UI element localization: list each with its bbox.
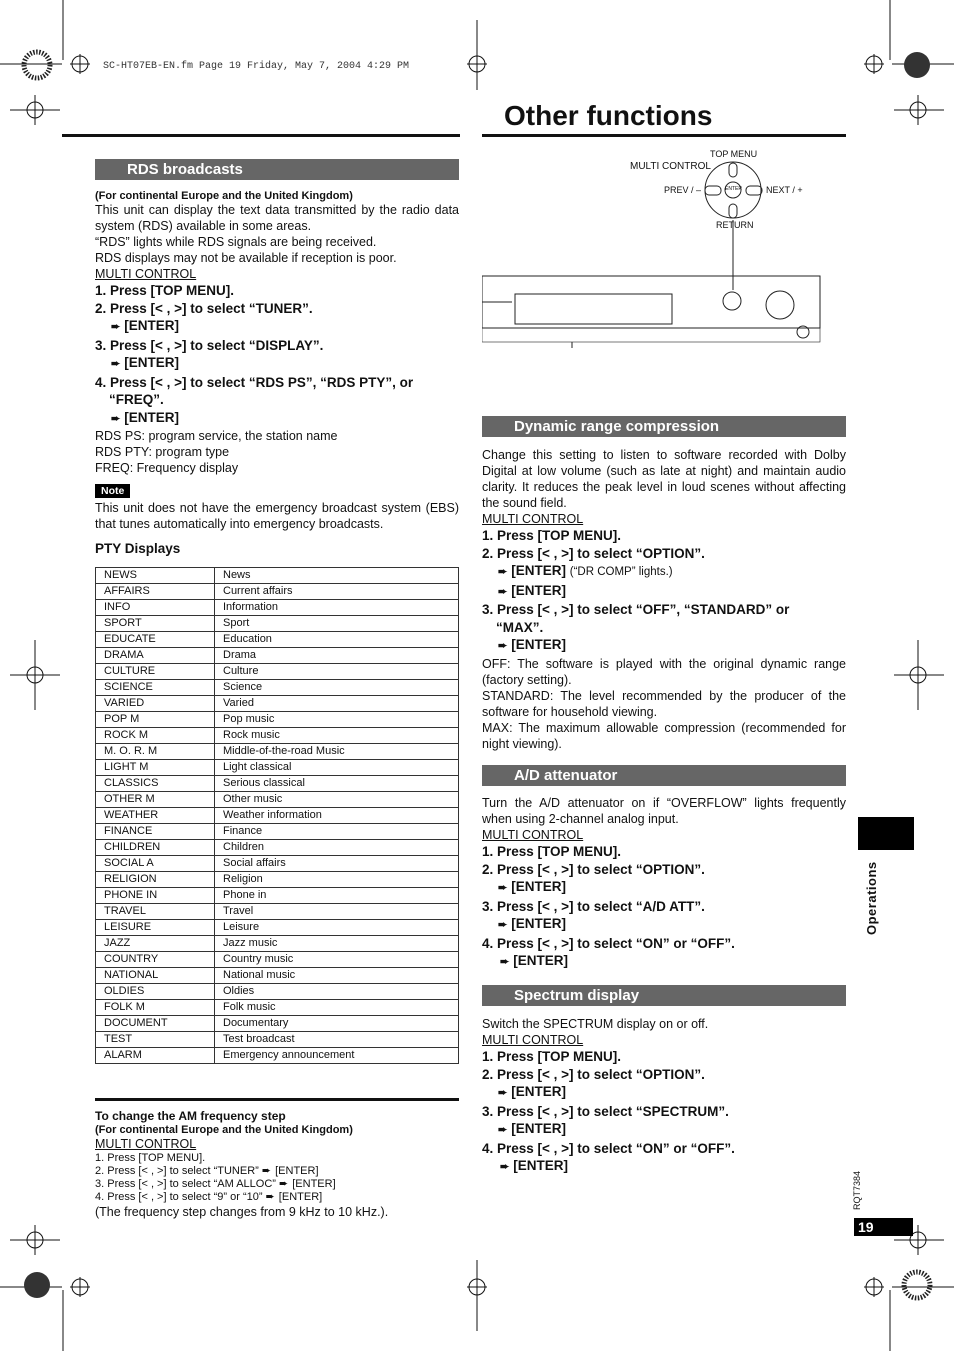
table-row	[96, 1032, 459, 1048]
table-row	[96, 1016, 459, 1032]
am-heading: To change the AM frequency step	[95, 1109, 286, 1123]
pty-meaning: Children	[215, 840, 459, 856]
drc-step-2-enter	[482, 562, 846, 582]
pty-meaning: Serious classical	[215, 776, 459, 792]
table-row	[96, 872, 459, 888]
am-step-3	[95, 1178, 459, 1191]
rds-heading: RDS broadcasts	[95, 159, 459, 180]
pty-code: SCIENCE	[96, 680, 215, 696]
ad-intro: Turn the A/D attenuator on if “OVERFLOW” lights frequently when using 2-channel analog input.	[482, 796, 846, 826]
pty-code: AFFAIRS	[96, 584, 215, 600]
page-title: Other functions	[504, 100, 713, 131]
pty-code: EDUCATE	[96, 632, 215, 648]
pty-code: SOCIAL A	[96, 856, 215, 872]
arrow-icon: ➨	[500, 956, 510, 968]
am-step-3-text: 3. Press [< , >] to select “AM ALLOC”	[95, 1178, 276, 1190]
pty-code: SPORT	[96, 616, 215, 632]
note-label: Note	[95, 484, 130, 498]
arrow-icon: ➨	[498, 919, 508, 931]
diagram-prev: PREV / –	[664, 185, 702, 195]
pty-meaning: Rock music	[215, 728, 459, 744]
pty-code: NATIONAL	[96, 968, 215, 984]
pty-meaning: Finance	[215, 824, 459, 840]
enter-label: [ENTER]	[513, 953, 568, 968]
left-top-rule	[62, 134, 460, 137]
diagram-multi-control: MULTI CONTROL	[630, 161, 711, 172]
table-row	[96, 680, 459, 696]
rds-step-2: 2. Press [< , >] to select “TUNER”.	[95, 300, 313, 316]
pty-meaning: Documentary	[215, 1016, 459, 1032]
table-row	[96, 776, 459, 792]
arrow-icon: ➨	[498, 640, 508, 652]
pty-meaning: Current affairs	[215, 584, 459, 600]
pty-code: OTHER M	[96, 792, 215, 808]
pty-meaning: Light classical	[215, 760, 459, 776]
table-row	[96, 920, 459, 936]
pty-code: TEST	[96, 1032, 215, 1048]
ad-step-3-enter	[482, 915, 846, 935]
rds-step-3-enter	[95, 354, 459, 374]
pty-code: PHONE IN	[96, 888, 215, 904]
pty-code: FINANCE	[96, 824, 215, 840]
pty-code: FOLK M	[96, 1000, 215, 1016]
table-row	[96, 952, 459, 968]
rds-def-freq: FREQ: Frequency display	[95, 461, 239, 475]
file-info: SC-HT07EB-EN.fm Page 19 Friday, May 7, 2004 4:29 PM	[103, 61, 410, 72]
pty-bottom-rule	[95, 1098, 459, 1101]
pty-code: VARIED	[96, 696, 215, 712]
pty-meaning: Culture	[215, 664, 459, 680]
spectrum-step-1: 1. Press [TOP MENU].	[482, 1049, 622, 1064]
pty-meaning: Jazz music	[215, 936, 459, 952]
enter-label: [ENTER]	[511, 879, 566, 894]
pty-meaning: Drama	[215, 648, 459, 664]
rds-step-4a: 4. Press [< , >] to select “RDS PS”, “RDS PTY”, or	[95, 374, 414, 390]
pty-code: RELIGION	[96, 872, 215, 888]
pty-heading: PTY Displays	[95, 541, 181, 556]
pty-code: DOCUMENT	[96, 1016, 215, 1032]
drc-off: OFF: The software is played with the original dynamic range (factory setting).	[482, 656, 846, 687]
pty-meaning: Information	[215, 600, 459, 616]
table-row	[96, 984, 459, 1000]
enter-label: [ENTER]	[124, 355, 179, 370]
ad-step-3: 3. Press [< , >] to select “A/D ATT”.	[482, 898, 705, 914]
drc-step-3-enter	[482, 636, 846, 656]
pty-code: COUNTRY	[96, 952, 215, 968]
device-illustration	[482, 148, 846, 353]
table-row	[96, 600, 459, 616]
table-row	[96, 696, 459, 712]
rds-step-2-enter	[95, 317, 459, 337]
pty-code: POP M	[96, 712, 215, 728]
spectrum-step-3: 3. Press [< , >] to select “SPECTRUM”.	[482, 1103, 729, 1119]
rds-step-1: 1. Press [TOP MENU].	[95, 283, 235, 298]
am-section	[95, 1108, 459, 1220]
table-row	[96, 840, 459, 856]
rds-step-4b: “FREQ”.	[109, 392, 164, 407]
am-step-1: 1. Press [TOP MENU].	[95, 1152, 206, 1164]
table-row	[96, 584, 459, 600]
operations-tab	[858, 817, 914, 850]
spectrum-heading: Spectrum display	[482, 985, 846, 1006]
pty-meaning: Varied	[215, 696, 459, 712]
pty-meaning: Pop music	[215, 712, 459, 728]
pty-meaning: News	[215, 568, 459, 584]
drc-max: MAX: The maximum allowable compression (recommended for night viewing).	[482, 720, 846, 751]
drc-step-3a: 3. Press [< , >] to select “OFF”, “STANDARD” or	[482, 602, 790, 617]
arrow-icon: ➨	[498, 882, 508, 894]
pty-code: LIGHT M	[96, 760, 215, 776]
pty-meaning: Folk music	[215, 1000, 459, 1016]
table-row	[96, 808, 459, 824]
ad-section	[482, 795, 846, 972]
table-row	[96, 1000, 459, 1016]
table-row	[96, 792, 459, 808]
enter-label: [ENTER]	[511, 1121, 566, 1136]
table-row	[96, 1048, 459, 1064]
spectrum-step-3-enter	[482, 1120, 846, 1140]
rds-step-4-enter	[95, 409, 459, 429]
am-multi-control: MULTI CONTROL	[95, 1137, 197, 1151]
am-footer: (The frequency step changes from 9 kHz to 10 kHz.).	[95, 1205, 389, 1219]
table-row	[96, 824, 459, 840]
rqt-code: RQT7384	[852, 1170, 862, 1210]
rds-section	[95, 190, 459, 476]
ad-step-2-enter	[482, 878, 846, 898]
enter-label: [ENTER]	[511, 582, 566, 598]
enter-label: [ENTER]	[511, 637, 566, 652]
drc-step-1: 1. Press [TOP MENU].	[482, 528, 622, 543]
pty-code: ALARM	[96, 1048, 215, 1064]
am-step-4	[95, 1191, 459, 1204]
table-row	[96, 728, 459, 744]
pty-code: CHILDREN	[96, 840, 215, 856]
am-step-4-text: 4. Press [< , >] to select “9” or “10”	[95, 1191, 263, 1203]
arrow-icon: ➨	[111, 412, 121, 425]
table-row	[96, 664, 459, 680]
am-step-2-text: 2. Press [< , >] to select “TUNER”	[95, 1165, 259, 1177]
ad-step-4: 4. Press [< , >] to select “ON” or “OFF”.	[482, 935, 735, 951]
operations-label: Operations	[864, 861, 879, 935]
arrow-icon: ➨	[500, 1161, 510, 1173]
pty-meaning: Travel	[215, 904, 459, 920]
drc-step-2-enter-2	[482, 582, 846, 602]
enter-label: [ENTER]	[292, 1178, 336, 1190]
enter-label: [ENTER]	[511, 916, 566, 931]
page-number: 19	[854, 1218, 913, 1236]
table-row	[96, 760, 459, 776]
rds-multi-control: MULTI CONTROL	[95, 267, 197, 281]
enter-label: [ENTER]	[275, 1165, 319, 1177]
right-top-rule	[482, 134, 846, 137]
arrow-icon: ➨	[498, 566, 508, 578]
table-row	[96, 712, 459, 728]
pty-meaning: Social affairs	[215, 856, 459, 872]
ad-multi-control: MULTI CONTROL	[482, 828, 584, 842]
enter-label: [ENTER]	[124, 318, 179, 333]
arrow-icon: ➨	[498, 1087, 508, 1099]
spectrum-multi-control: MULTI CONTROL	[482, 1033, 584, 1047]
table-row	[96, 968, 459, 984]
pty-meaning: Other music	[215, 792, 459, 808]
pty-meaning: National music	[215, 968, 459, 984]
ad-step-1: 1. Press [TOP MENU].	[482, 844, 622, 859]
table-row	[96, 632, 459, 648]
note-text: This unit does not have the emergency broadcast system (EBS) that tunes automatically into emergency broadcasts.	[95, 501, 459, 531]
spectrum-intro: Switch the SPECTRUM display on or off.	[482, 1017, 709, 1031]
pty-code: OLDIES	[96, 984, 215, 1000]
pty-meaning: Leisure	[215, 920, 459, 936]
rds-intro-3: RDS displays may not be available if reception is poor.	[95, 251, 397, 265]
drc-heading: Dynamic range compression	[482, 416, 846, 437]
pty-code: DRAMA	[96, 648, 215, 664]
pty-code: CLASSICS	[96, 776, 215, 792]
table-row	[96, 648, 459, 664]
am-step-2	[95, 1165, 459, 1178]
table-row	[96, 936, 459, 952]
pty-meaning: Oldies	[215, 984, 459, 1000]
rds-intro-2: “RDS” lights while RDS signals are being received.	[95, 235, 377, 249]
enter-label: [ENTER]	[511, 1084, 566, 1099]
table-row	[96, 744, 459, 760]
pty-meaning: Sport	[215, 616, 459, 632]
table-row	[96, 904, 459, 920]
ad-step-2: 2. Press [< , >] to select “OPTION”.	[482, 861, 705, 877]
table-row	[96, 856, 459, 872]
diagram-return: RETURN	[716, 220, 754, 230]
pty-meaning: Emergency announcement	[215, 1048, 459, 1064]
pty-meaning: Middle-of-the-road Music	[215, 744, 459, 760]
spectrum-section	[482, 1016, 846, 1177]
enter-label: [ENTER]	[278, 1191, 323, 1203]
drc-step-2: 2. Press [< , >] to select “OPTION”.	[482, 545, 705, 561]
pty-code: WEATHER	[96, 808, 215, 824]
arrow-icon: ➨	[111, 321, 121, 333]
pty-code: NEWS	[96, 568, 215, 584]
enter-label: [ENTER]	[513, 1158, 568, 1173]
pty-code: LEISURE	[96, 920, 215, 936]
pty-table	[95, 567, 459, 1064]
drc-multi-control: MULTI CONTROL	[482, 512, 584, 526]
pty-code: INFO	[96, 600, 215, 616]
diagram-enter: ENTER	[725, 186, 742, 192]
pty-meaning: Test broadcast	[215, 1032, 459, 1048]
spectrum-step-4: 4. Press [< , >] to select “ON” or “OFF”.	[482, 1140, 735, 1156]
device-diagram	[482, 148, 846, 353]
enter-label: [ENTER]	[124, 409, 179, 425]
pty-meaning: Country music	[215, 952, 459, 968]
arrow-icon: ➨	[279, 1178, 289, 1190]
diagram-next: NEXT / +	[766, 185, 803, 195]
diagram-top-menu: TOP MENU	[710, 149, 758, 159]
rds-def-ps: RDS PS: program service, the station name	[95, 429, 338, 443]
drc-section	[482, 447, 846, 752]
drc-step-3b: “MAX”.	[496, 619, 544, 635]
arrow-icon: ➨	[265, 1191, 275, 1203]
pty-meaning: Phone in	[215, 888, 459, 904]
drc-intro: Change this setting to listen to software recorded with Dolby Digital at low volume (such as late at night) and maintain audio clarity. It reduces the peak level in loud scenes without affecting the sound field.	[482, 448, 846, 510]
pty-code: TRAVEL	[96, 904, 215, 920]
rds-region: (For continental Europe and the United Kingdom)	[95, 190, 353, 202]
arrow-icon: ➨	[498, 585, 508, 598]
pty-code: ROCK M	[96, 728, 215, 744]
arrow-icon: ➨	[498, 1124, 508, 1136]
pty-meaning: Science	[215, 680, 459, 696]
pty-meaning: Weather information	[215, 808, 459, 824]
arrow-icon: ➨	[261, 1165, 272, 1177]
rds-step-3: 3. Press [< , >] to select “DISPLAY”.	[95, 337, 324, 353]
am-region: (For continental Europe and the United Kingdom)	[95, 1124, 353, 1136]
ad-heading: A/D attenuator	[482, 765, 846, 786]
table-row	[96, 568, 459, 584]
spectrum-step-2-enter	[482, 1083, 846, 1103]
spectrum-step-2: 2. Press [< , >] to select “OPTION”.	[482, 1066, 705, 1082]
pty-meaning: Religion	[215, 872, 459, 888]
ad-step-4-enter	[482, 952, 846, 972]
table-row	[96, 888, 459, 904]
enter-label: [ENTER]	[511, 563, 566, 578]
pty-meaning: Education	[215, 632, 459, 648]
drc-standard: STANDARD: The level recommended by the producer of the software for household viewing.	[482, 688, 846, 719]
rds-def-pty: RDS PTY: program type	[95, 445, 230, 459]
pty-code: M. O. R. M	[96, 744, 215, 760]
pty-code: JAZZ	[96, 936, 215, 952]
rds-intro-1: This unit can display the text data transmitted by the radio data system (RDS) available in some areas.	[95, 203, 459, 233]
drc-note: (“DR COMP” lights.)	[569, 566, 673, 578]
spectrum-step-4-enter	[482, 1157, 846, 1177]
pty-code: CULTURE	[96, 664, 215, 680]
arrow-icon: ➨	[111, 358, 121, 370]
table-row	[96, 616, 459, 632]
